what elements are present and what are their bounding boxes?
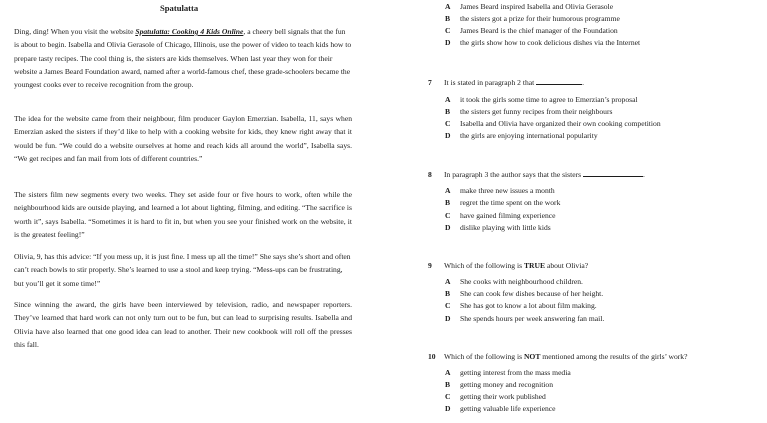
question-7 — [428, 78, 584, 87]
question-10 — [428, 352, 687, 361]
option-letter: D — [445, 223, 451, 232]
option-letter: B — [445, 380, 451, 389]
option-text: the sisters got a prize for their humorous programme — [460, 14, 620, 23]
q6-option-c[interactable] — [445, 26, 618, 35]
option-letter: D — [445, 131, 451, 140]
q10-option-d[interactable] — [445, 404, 556, 413]
question-number: 7 — [428, 78, 432, 87]
option-text: the sisters get funny recipes from their neighbours — [460, 107, 613, 116]
option-text: the girls show how to cook delicious dishes via the Internet — [460, 38, 641, 47]
q9-option-c[interactable] — [445, 301, 597, 310]
website-name: Spatulatta: Cooking 4 Kids Online — [135, 27, 244, 36]
option-letter: D — [445, 314, 451, 323]
q9-option-d[interactable] — [445, 314, 604, 323]
option-letter: C — [445, 301, 451, 310]
q6-option-d[interactable] — [445, 38, 640, 47]
option-letter: A — [445, 186, 451, 195]
q10-option-b[interactable] — [445, 380, 553, 389]
option-letter: B — [445, 289, 451, 298]
option-text: She spends hours per week answering fan mail. — [460, 314, 605, 323]
paragraph-5: Since winning the award, the girls have been interviewed by television, radio, and newspaper reporters. They’ve learned that hard work can not only turn out to be fun, but can lead to surprising results. Isabella and Olivia have also learned that one good idea can lead to another. Their new cookbook will roll off the presses this fall. — [14, 300, 352, 349]
question-number: 8 — [428, 170, 432, 179]
question-stem-start: Which of the following is — [444, 261, 524, 270]
q8-option-b[interactable] — [445, 198, 560, 207]
option-text: She can cook few dishes because of her height. — [460, 289, 604, 298]
q10-option-c[interactable] — [445, 392, 546, 401]
option-letter: C — [445, 26, 451, 35]
q8-option-d[interactable] — [445, 223, 551, 232]
q6-option-a[interactable] — [445, 2, 613, 11]
question-end: . — [582, 78, 585, 87]
question-9 — [428, 261, 588, 270]
option-letter: B — [445, 107, 451, 116]
question-stem-end: about Olivia? — [545, 261, 589, 270]
q7-option-a[interactable] — [445, 95, 638, 104]
option-text: getting their work published — [460, 392, 546, 401]
q9-option-b[interactable] — [445, 289, 603, 298]
paragraph-1-rest: , a cheery bell signals that the fun is about to begin. Isabella and Olivia Gerasole of Chicago, Illinois, use the power of video to teach kids how to prepare tasty recipes. The cool thing is, the sisters are kids themselves. When last year they won for their website a James Beard Foundation award, named after a world-famous chef, these grade-schoolers became the youngest cooks ever to receive recognition from the group. — [14, 27, 352, 90]
option-letter: D — [445, 38, 451, 47]
option-letter: A — [445, 277, 451, 286]
question-number: 10 — [428, 352, 436, 361]
question-emphasis: TRUE — [523, 261, 546, 270]
q6-option-b[interactable] — [445, 14, 620, 23]
option-text: dislike playing with little kids — [460, 223, 551, 232]
question-stem: In paragraph 3 the author says that the sisters — [444, 170, 582, 179]
option-letter: C — [445, 211, 451, 220]
option-text: getting money and recognition — [460, 380, 554, 389]
option-letter: A — [445, 95, 451, 104]
answer-blank[interactable] — [536, 78, 585, 87]
option-text: She cooks with neighbourhood children. — [460, 277, 583, 286]
option-text: make three new issues a month — [460, 186, 555, 195]
option-text: James Beard inspired Isabella and Olivia Gerasole — [460, 2, 614, 11]
option-letter: C — [445, 119, 451, 128]
question-number: 9 — [428, 261, 432, 270]
passage-title: Spatulatta — [160, 3, 199, 13]
q7-option-d[interactable] — [445, 131, 598, 140]
option-letter: B — [445, 198, 451, 207]
option-text: Isabella and Olivia have organized their own cooking competition — [460, 119, 661, 128]
q9-option-a[interactable] — [445, 277, 583, 286]
paragraph-3: The sisters film new segments every two weeks. They set aside four or five hours to work, often while the neighbourhood kids are outside playing, and learned a lot about lighting, filming, and editing. “The sacrifice is worth it”, says Isabella. “Sometimes it is hard to fit in, but when you see your finished work on the website, it is the greatest feeling!” — [14, 190, 352, 239]
paragraph-4: Olivia, 9, has this advice: “If you mess up, it is just fine. I mess up all the time!” She says she’s short and often can’t reach bowls to stir properly. She’s learned to use a stool and keep trying. “Mess-ups can be frustrating, but you’ll get it some time!” — [14, 252, 351, 288]
option-letter: D — [445, 404, 451, 413]
question-end: . — [642, 170, 645, 179]
option-text: getting valuable life experience — [460, 404, 556, 413]
option-letter: A — [445, 2, 451, 11]
paragraph-1-start: Ding, ding! When you visit the website — [14, 27, 136, 36]
question-stem-end: mentioned among the results of the girls’ work? — [540, 352, 688, 361]
option-text: regret the time spent on the work — [460, 198, 561, 207]
option-text: She has got to know a lot about film making. — [460, 301, 597, 310]
q8-option-c[interactable] — [445, 211, 556, 220]
q7-option-c[interactable] — [445, 119, 661, 128]
q10-option-a[interactable] — [445, 368, 571, 377]
q8-option-a[interactable] — [445, 186, 555, 195]
question-emphasis: NOT — [523, 352, 541, 361]
option-text: the girls are enjoying international popularity — [460, 131, 598, 140]
option-text: it took the girls some time to agree to Emerzian’s proposal — [460, 95, 638, 104]
option-text: James Beard is the chief manager of the Foundation — [460, 26, 618, 35]
q7-option-b[interactable] — [445, 107, 612, 116]
option-text: have gained filming experience — [460, 211, 556, 220]
paragraph-1 — [14, 25, 352, 91]
question-stem: It is stated in paragraph 2 that — [444, 78, 535, 87]
option-letter: C — [445, 392, 451, 401]
question-8 — [428, 170, 645, 179]
option-letter: B — [445, 14, 451, 23]
question-stem-start: Which of the following is — [444, 352, 524, 361]
answer-blank[interactable] — [583, 170, 643, 177]
option-text: getting interest from the mass media — [460, 368, 571, 377]
option-letter: A — [445, 368, 451, 377]
paragraph-2: The idea for the website came from their neighbour, film producer Gaylon Emerzian. Isabella, 11, says when Emerzian asked the sisters if they’d like to help with a cooking website for kids, they knew right away that it would be fun. “We could do a website ourselves at home and reach kids all around the world”, Isabella says. “We get recipes and fan mail from lots of different countries.” — [14, 114, 352, 163]
